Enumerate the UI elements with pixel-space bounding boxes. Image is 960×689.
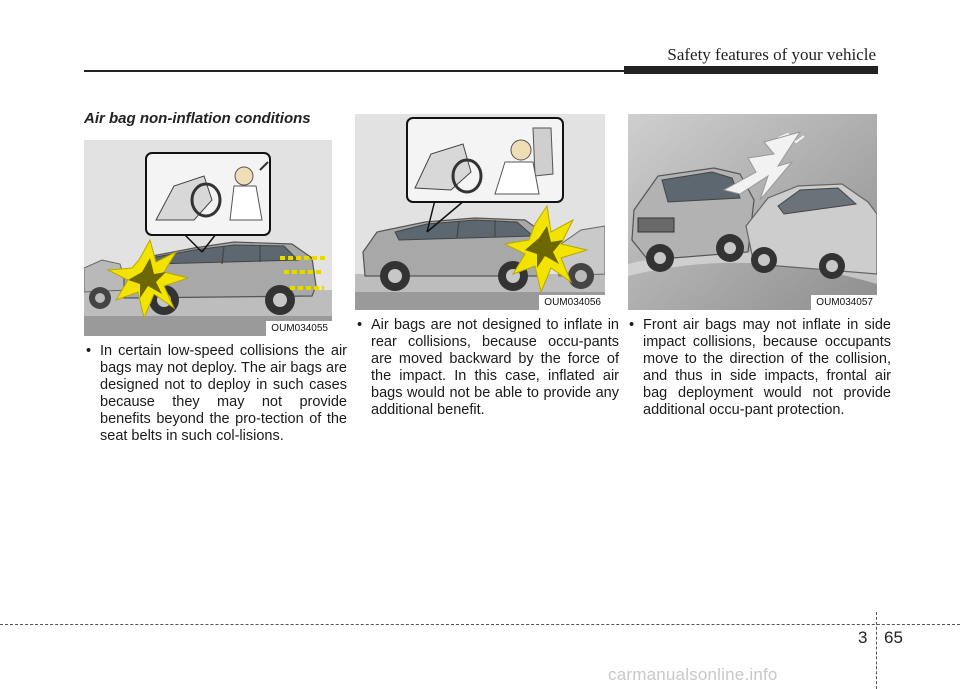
page-number: 65 xyxy=(884,628,903,647)
illustration-side-impact xyxy=(628,114,877,310)
bullet-marker: • xyxy=(86,343,92,359)
footer-rule xyxy=(0,624,960,625)
bullet-marker: • xyxy=(357,317,363,333)
header-rule xyxy=(84,70,624,72)
figure-rear-collision xyxy=(355,114,605,310)
bullet-side-impact xyxy=(629,317,891,419)
chapter-number: 3 xyxy=(858,628,868,647)
running-header: Safety features of your vehicle xyxy=(667,45,876,64)
bullet-text: In certain low-speed collisions the air bags may not deploy. The air bags are designed not to deploy in such cases because they may not provide benefits beyond the pro-tection of the seat belts in such col-lisions. xyxy=(100,343,347,444)
figure-code: OUM034055 xyxy=(266,321,332,336)
figure-code: OUM034056 xyxy=(539,295,605,310)
bullet-marker: • xyxy=(629,317,635,333)
illustration-low-speed-collision xyxy=(84,140,332,336)
figure-low-speed-collision xyxy=(84,140,332,336)
section-heading: Air bag non-inflation conditions xyxy=(84,110,311,127)
bullet-low-speed-collisions xyxy=(86,343,347,445)
header-rule-tab xyxy=(624,66,878,74)
bullet-text: Air bags are not designed to inflate in rear collisions, because occu-pants are moved backward by the force of the impact. In this case, inflated air bags would not be able to provide any additional benefit. xyxy=(371,317,619,418)
footer-divider xyxy=(876,612,877,689)
figure-side-impact xyxy=(628,114,877,310)
illustration-rear-collision xyxy=(355,114,605,310)
watermark: carmanualsonline.info xyxy=(608,665,778,684)
bullet-rear-collisions xyxy=(357,317,619,419)
bullet-text: Front air bags may not inflate in side impact collisions, because occupants move to the direction of the collision, and thus in side impacts, frontal air bag deployment would not provide additional occu-pant protection. xyxy=(643,317,891,418)
figure-code: OUM034057 xyxy=(811,295,877,310)
